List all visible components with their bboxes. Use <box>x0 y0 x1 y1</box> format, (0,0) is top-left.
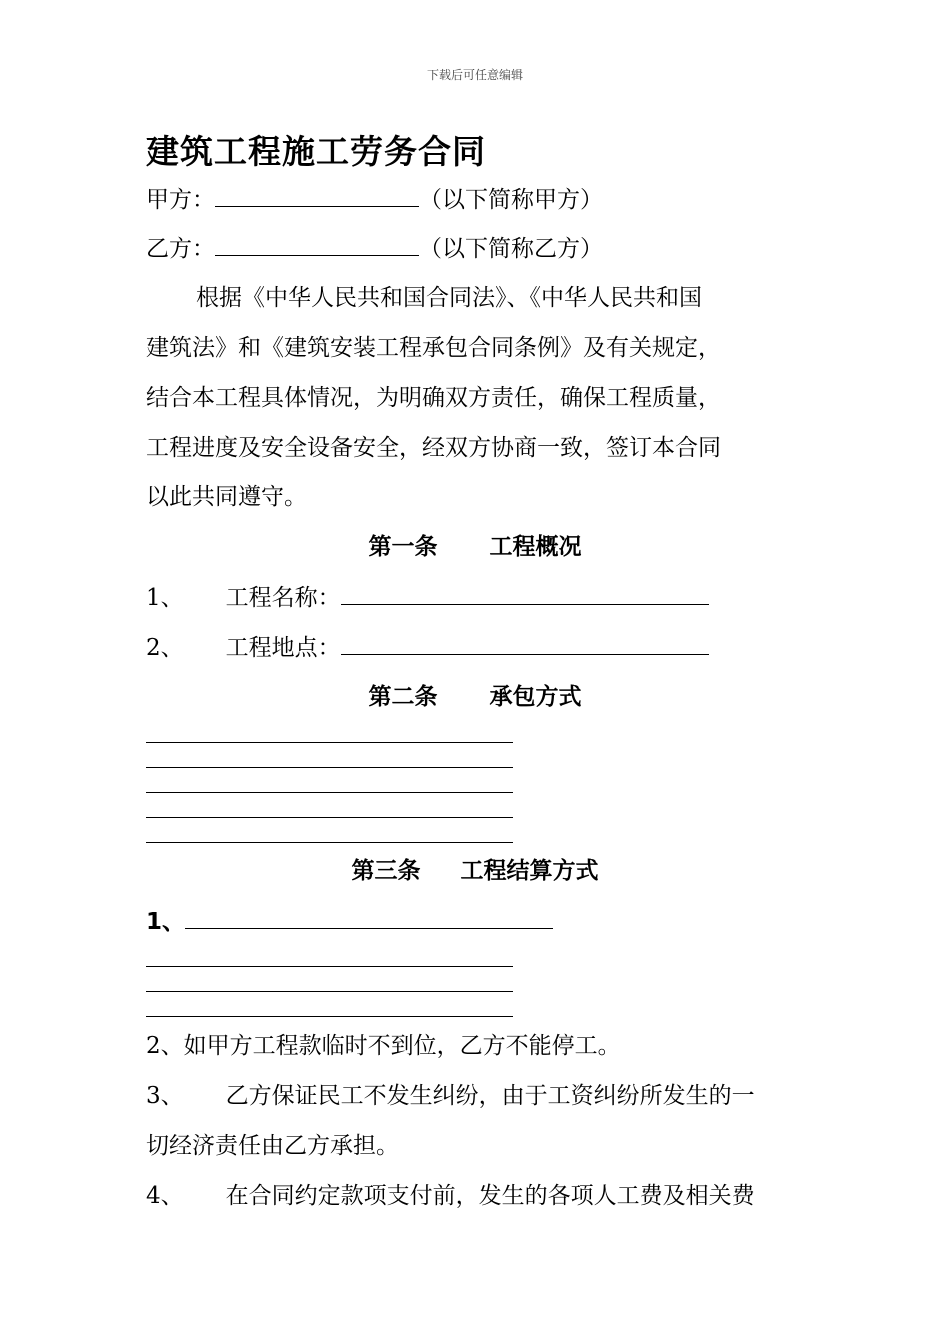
item-number: 3、 <box>146 1083 184 1109</box>
article-3-number: 第三条 <box>351 858 421 884</box>
article-1-number: 第一条 <box>368 534 438 560</box>
item-number: 1、 <box>146 909 186 935</box>
party-a-line <box>146 184 603 215</box>
blank-rule <box>146 792 513 793</box>
project-location-blank <box>341 632 709 655</box>
article-1-item-2 <box>146 632 709 663</box>
item-label: 工程地点： <box>225 635 341 661</box>
blank-rule <box>146 1016 513 1017</box>
party-b-label: 乙方： <box>146 236 215 262</box>
blank-rule <box>146 991 513 992</box>
preamble-line-3: 结合本工程具体情况，为明确双方责任，确保工程质量， <box>146 385 721 411</box>
article-3-item-2: 2、如甲方工程款临时不到位，乙方不能停工。 <box>146 1033 621 1059</box>
document-title: 建筑工程施工劳务合同 <box>146 132 486 171</box>
article-3-item-1 <box>146 906 553 937</box>
item-number: 2、 <box>146 635 184 661</box>
party-a-blank <box>215 184 419 207</box>
project-name-blank <box>341 582 709 605</box>
article-2-heading <box>0 682 950 712</box>
item-label: 工程名称： <box>225 585 341 611</box>
article-3-item-3 <box>146 1081 755 1111</box>
party-a-suffix: （以下简称甲方） <box>419 187 603 213</box>
article-3-heading <box>0 856 950 886</box>
item-text: 在合同约定款项支付前，发生的各项人工费及相关费 <box>225 1183 755 1209</box>
party-b-blank <box>215 233 419 256</box>
item-text: 乙方保证民工不发生纠纷，由于工资纠纷所发生的一 <box>225 1083 755 1109</box>
article-3-item-3-cont: 切经济责任由乙方承担。 <box>146 1133 399 1159</box>
article-2-title: 承包方式 <box>489 684 582 710</box>
blank-rule <box>146 966 513 967</box>
article-1-item-1 <box>146 582 709 613</box>
article-3-title: 工程结算方式 <box>460 858 599 884</box>
blank-rule <box>146 842 513 843</box>
article-2-number: 第二条 <box>368 684 438 710</box>
party-b-suffix: （以下简称乙方） <box>419 236 603 262</box>
item-number: 1、 <box>146 585 184 611</box>
blank-rule <box>146 767 513 768</box>
item-number: 4、 <box>146 1183 184 1209</box>
preamble-line-5: 以此共同遵守。 <box>146 484 307 510</box>
party-b-line <box>146 233 603 264</box>
article-3-item-4 <box>146 1181 755 1211</box>
party-a-label: 甲方： <box>146 187 215 213</box>
preamble-line-1: 根据《中华人民共和国合同法》、《中华人民共和国 <box>196 285 702 311</box>
preamble-line-2: 建筑法》和《建筑安装工程承包合同条例》及有关规定， <box>146 335 721 361</box>
article-1-heading <box>0 532 950 562</box>
blank-rule <box>146 817 513 818</box>
header-note: 下载后可任意编辑 <box>426 68 523 82</box>
preamble-line-4: 工程进度及安全设备安全，经双方协商一致，签订本合同 <box>146 435 721 461</box>
settlement-blank <box>185 906 553 929</box>
blank-rule <box>146 742 513 743</box>
article-1-title: 工程概况 <box>489 534 582 560</box>
